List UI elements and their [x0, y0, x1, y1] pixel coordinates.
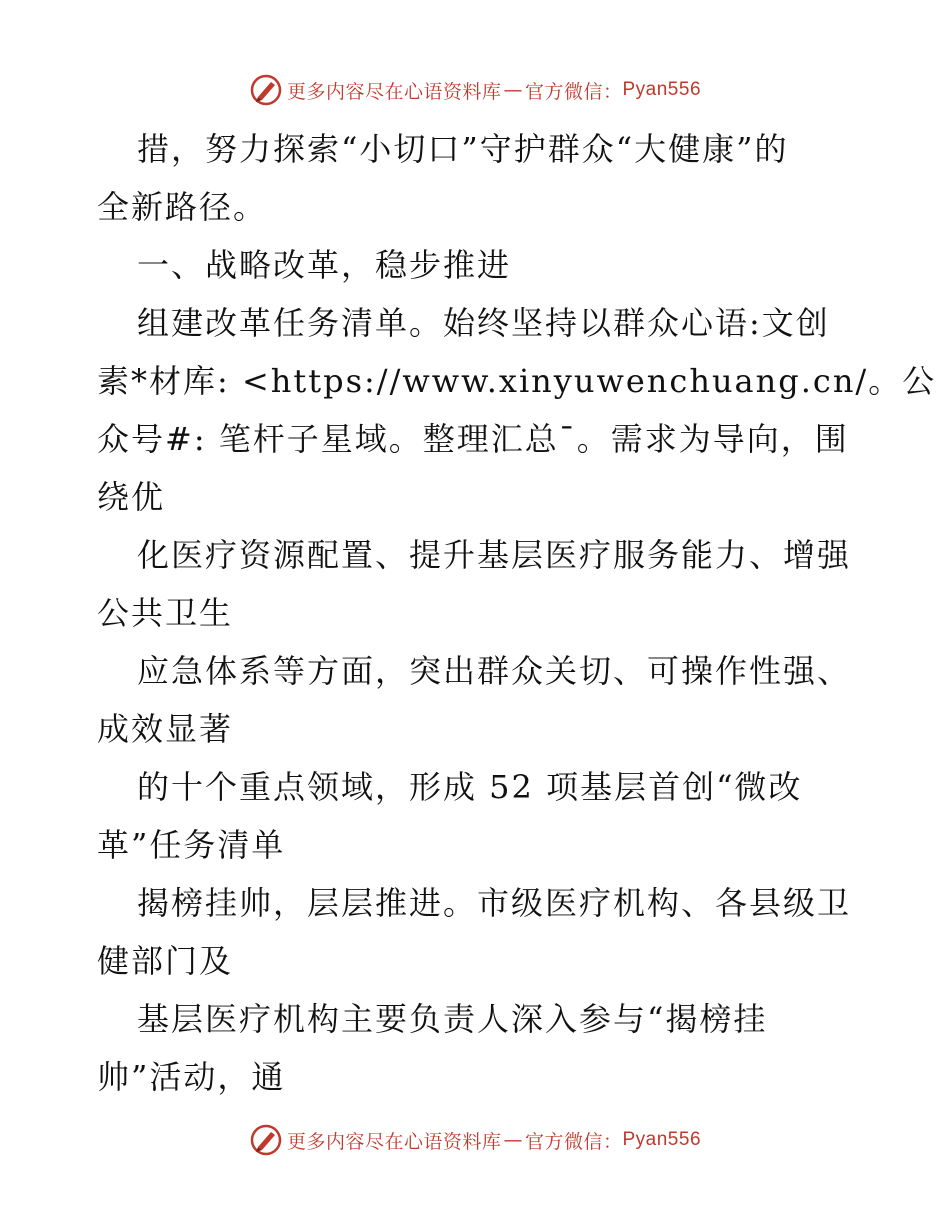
- text-line: 基层医疗机构主要负责人深入参与“揭榜挂: [137, 1000, 768, 1038]
- banner-text: 更多内容尽在心语资料库: [286, 1130, 502, 1153]
- document-body: [97, 120, 937, 1106]
- header-watermark-banner: [0, 70, 950, 110]
- text-line: 帅”活动，通: [97, 1058, 286, 1096]
- text-line: 应急体系等方面，突出群众关切、可操作性强、: [137, 652, 852, 690]
- text-line: 公共卫生: [97, 594, 234, 632]
- banner-wechat-label: 官方微信：: [524, 80, 623, 103]
- banner-text: 更多内容尽在心语资料库: [286, 80, 502, 103]
- text-line: 众号#: 笔杆子星域。整理汇总¯。需求为导向，围: [97, 420, 849, 458]
- text-line: 素*材库: <https://www.xinyuwenchuang.cn/。公: [97, 362, 937, 400]
- text-line: 的十个重点领域，形成 52 项基层首创“微改: [137, 768, 803, 806]
- banner-wechat-id: Pyan556: [622, 1129, 702, 1150]
- text-line: 措，努力探索“小切口”守护群众“大健康”的: [137, 130, 789, 168]
- banner-wechat-id: Pyan556: [622, 79, 702, 100]
- banner-wechat-label: 官方微信：: [524, 1130, 623, 1153]
- text-line: 成效显著: [97, 710, 234, 748]
- pen-logo-icon: [249, 73, 283, 107]
- banner-dash: —: [503, 79, 523, 101]
- text-line: 全新路径。: [97, 188, 268, 226]
- text-line: 革”任务清单: [97, 826, 286, 864]
- pen-logo-icon: [249, 1123, 283, 1157]
- text-line: 绕优: [97, 478, 166, 516]
- text-line: 化医疗资源配置、提升基层医疗服务能力、增强: [137, 536, 852, 574]
- footer-watermark-banner: [0, 1120, 950, 1160]
- text-line: 揭榜挂帅，层层推进。市级医疗机构、各县级卫: [137, 884, 852, 922]
- text-line: 一、战略改革，稳步推进: [137, 246, 512, 284]
- text-line: 健部门及: [97, 942, 234, 980]
- text-line: 组建改革任务清单。始终坚持以群众心语:文创: [137, 304, 830, 342]
- banner-dash: —: [503, 1129, 523, 1151]
